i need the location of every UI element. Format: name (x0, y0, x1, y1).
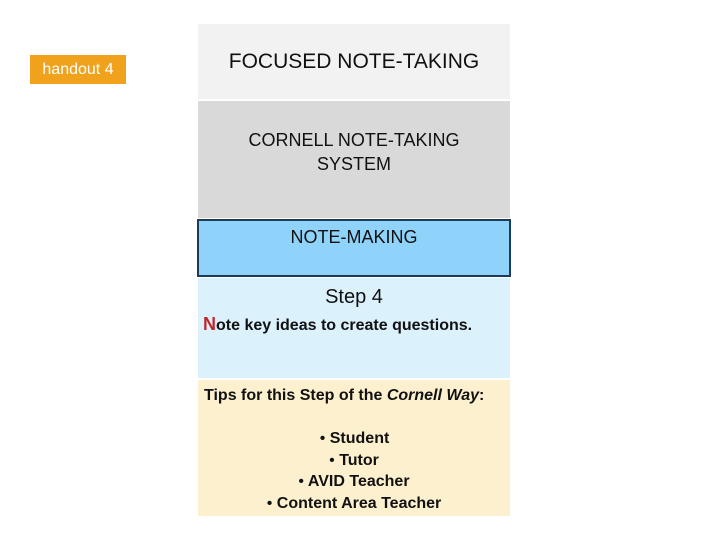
step-description-text: ote key ideas to create questions. (216, 317, 473, 334)
tips-title-lead: Tips for this Step of the (204, 387, 387, 404)
step-description (203, 314, 472, 335)
list-item (198, 428, 510, 450)
tips-box (198, 380, 510, 516)
list-item (198, 493, 510, 515)
note-making-label: NOTE-MAKING (290, 227, 418, 247)
handout-badge-label: handout 4 (42, 60, 114, 78)
page-title: FOCUSED NOTE-TAKING (228, 49, 480, 73)
bullet: • (319, 430, 326, 447)
tips-title-italic: Cornell Way (386, 387, 479, 404)
list-item-label: Student (329, 430, 390, 447)
list-item-label: Content Area Teacher (276, 494, 442, 512)
tips-list (198, 428, 510, 514)
handout-badge (30, 55, 126, 84)
bullet: • (298, 473, 305, 490)
tips-title (204, 385, 494, 406)
list-item (198, 471, 510, 493)
title-box (198, 24, 510, 99)
step-description-initial: N (203, 314, 216, 334)
list-item-label: AVID Teacher (307, 473, 410, 490)
list-item (198, 450, 510, 472)
step-box (198, 278, 510, 378)
system-title-line1: CORNELL NOTE-TAKING (248, 130, 460, 150)
list-item-label: Tutor (339, 451, 379, 469)
system-title-line2: SYSTEM (316, 154, 391, 174)
step-title: Step 4 (325, 286, 383, 308)
bullet: • (329, 451, 335, 469)
tips-title-end: : (479, 387, 485, 404)
bullet: • (266, 494, 273, 512)
note-making-box (197, 219, 511, 277)
system-box (198, 101, 510, 218)
